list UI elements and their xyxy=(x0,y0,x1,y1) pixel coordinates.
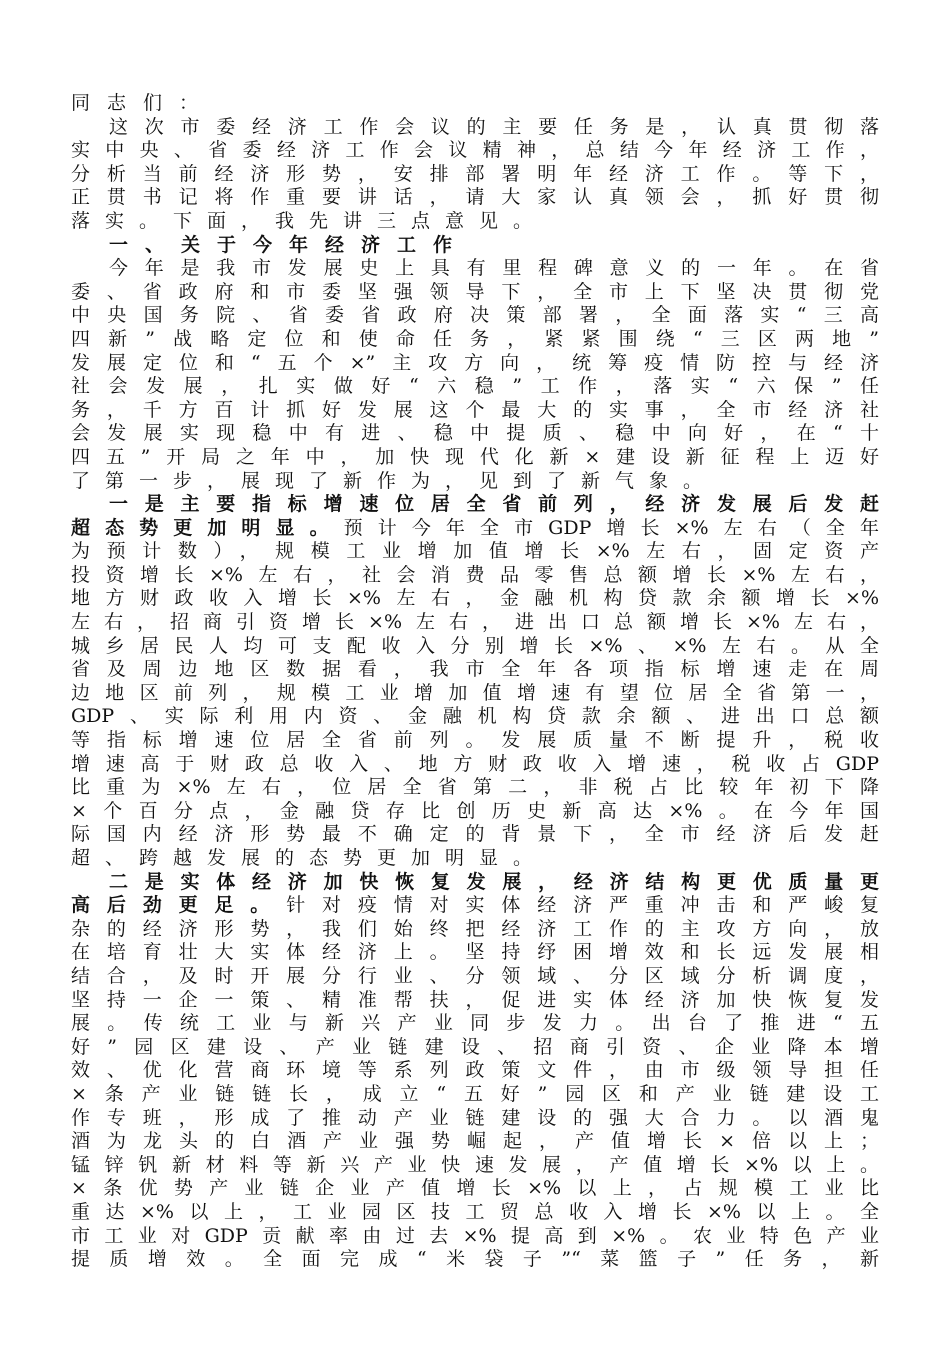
text-line: ×条产业链链长，成立“五好”园区和产业链建设工 xyxy=(71,1082,879,1105)
text-line: 四新”战略定位和使命任务，紧紧围绕“三区两地” xyxy=(71,327,879,350)
text-line: 发展定位和“五个×”主攻方向，统筹疫情防控与经济 xyxy=(71,351,879,374)
text-line: 杂的经济形势，我们始终把经济工作的主攻方向，放 xyxy=(71,917,879,940)
text-line: 边地区前列，规模工业增加值增速有望位居全省第一， xyxy=(71,681,879,704)
text-line: 地方财政收入增长×%左右，金融机构贷款余额增长×% xyxy=(71,587,879,610)
text-line: 二是实体经济加快恢复发展，经济结构更优质量更 xyxy=(109,870,879,893)
text-line: 坚持一企一策、精准帮扶，促进实体经济加快恢复发 xyxy=(71,988,879,1011)
text-line: 委、省政府和市委坚强领导下，全市上下坚决贯彻党 xyxy=(71,280,879,303)
text-line: 落实。下面，我先讲三点意见。 xyxy=(71,209,548,232)
text-line: 四五”开局之年中，加快现代化新×建设新征程上迈好 xyxy=(71,445,879,468)
text-line: 等指标增速位居全省前列。发展质量不断提升，税收 xyxy=(71,729,879,752)
document-body xyxy=(71,92,879,1272)
text-line: 比重为×%左右，位居全省第二，非税占比较年初下降 xyxy=(71,776,879,799)
text-line: 一是主要指标增速位居全省前列，经济发展后发赶 xyxy=(109,493,879,516)
section-heading: 一、关于今年经济工作 xyxy=(109,233,470,256)
text-line: 投资增长×%左右，社会消费品零售总额增长×%左右， xyxy=(71,563,879,586)
text-line: 会发展实现稳中有进、稳中提质、稳中向好，在“十 xyxy=(71,422,879,445)
text-line: 中央国务院、省委省政府决策部署，全面落实“三高 xyxy=(71,304,879,327)
text-line: ×条优势产业链企业产值增长×%以上，占规模工业比 xyxy=(71,1177,879,1200)
text-line: 分析当前经济形势，安排部署明年经济工作。等下， xyxy=(71,162,879,185)
text-line: ×个百分点，金融贷存比创历史新高达×%。在今年国 xyxy=(71,799,879,822)
text-line: 为预计数），规模工业增加值增长×%左右，固定资产 xyxy=(71,540,879,563)
text-line: 务，千方百计抓好发展这个最大的实事，全市经济社 xyxy=(71,398,879,421)
text-line: 酒为龙头的白酒产业强势崛起，产值增长×倍以上； xyxy=(71,1130,879,1153)
text-line: 提质增效。全面完成“米袋子”“菜篮子”任务，新 xyxy=(71,1248,879,1271)
text-line: 锰锌钒新材料等新兴产业快速发展，产值增长×%以上。 xyxy=(71,1153,879,1176)
text-line: 在培育壮大实体经济上。坚持纾困增效和长远发展相 xyxy=(71,941,879,964)
text-line: 这次市委经济工作会议的主要任务是，认真贯彻落 xyxy=(109,115,879,138)
text-line: 增速高于财政总收入、地方财政收入增速，税收占GDP xyxy=(71,752,879,775)
text-line: GDP、实际利用内资、金融机构贷款余额、进出口总额 xyxy=(71,705,879,728)
text-line: 省及周边地区数据看，我市全年各项指标增速走在周 xyxy=(71,658,879,681)
text-line: 市工业对GDP贡献率由过去×%提高到×%。农业特色产业 xyxy=(71,1224,879,1247)
text-line: 超、跨越发展的态势更加明显。 xyxy=(71,847,548,869)
text-line: 左右，招商引资增长×%左右，进出口总额增长×%左右， xyxy=(71,611,879,634)
text-line: 实中央、省委经济工作会议精神，总结今年经济工作， xyxy=(71,139,879,162)
text-line: 结合，及时开展分行业、分领域、分区域分析调度， xyxy=(71,964,879,987)
text-line: 社会发展，扎实做好“六稳”工作，落实“六保”任 xyxy=(71,375,879,398)
text-line xyxy=(71,894,879,918)
text-line: 正贯书记将作重要讲话，请大家认真领会，抓好贯彻 xyxy=(71,186,879,209)
text-line: 了第一步，展现了新作为，见到了新气象。 xyxy=(71,469,718,492)
line-text: 针对疫情对实体经济严重冲击和严峻复 xyxy=(286,894,879,917)
text-line: 重达×%以上，工业园区技工贸总收入增长×%以上。全 xyxy=(71,1200,879,1223)
bold-lead-text: 超态势更加明显。 xyxy=(71,516,344,539)
text-line: 效、优化营商环境等系列政策文件，由市级领导担任 xyxy=(71,1059,879,1082)
bold-lead-text: 高后劲更足。 xyxy=(71,894,287,917)
text-line: 今年是我市发展史上具有里程碑意义的一年。在省 xyxy=(109,257,879,280)
text-line: 同志们： xyxy=(71,92,216,114)
text-line: 展。传统工业与新兴产业同步发力。出台了推进“五 xyxy=(71,1012,879,1035)
text-line xyxy=(71,517,879,541)
line-text: 预计今年全市GDP增长×%左右（全年 xyxy=(343,516,879,539)
text-line: 城乡居民人均可支配收入分别增长×%、×%左右。从全 xyxy=(71,634,879,657)
text-line: 作专班，形成了推动产业链建设的强大合力。以酒鬼 xyxy=(71,1106,879,1129)
text-line: 好”园区建设、产业链建设、招商引资、企业降本增 xyxy=(71,1035,879,1058)
text-line: 际国内经济形势最不确定的背景下，全市经济后发赶 xyxy=(71,823,879,846)
